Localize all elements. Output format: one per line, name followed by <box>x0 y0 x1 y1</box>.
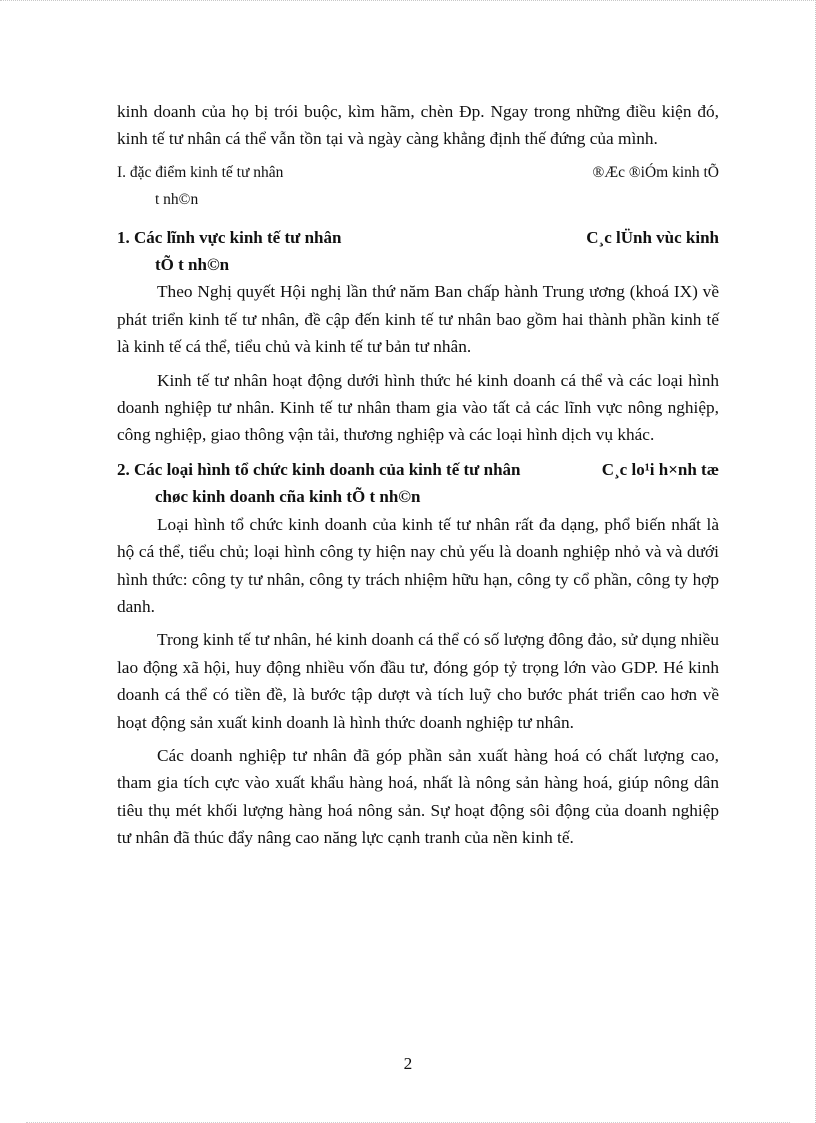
heading-1-unicode: 1. Các lĩnh vực kinh tế tư nhân <box>117 227 342 247</box>
heading-I-unicode: I. đặc điểm kinh tế tư nhân <box>117 163 284 181</box>
paragraph-4: Trong kinh tế tư nhân, hé kinh doanh cá thể có số lượng đông đảo, sử dụng nhiều lao động xã hội, huy động nhiều vốn đầu tư, đóng góp tỷ trọng lớn vào GDP. Hé kinh doanh cá thể có tiền đề, là bước tập dượt và tích luỹ cho bước phát triển cao hơn về hoạt động sản xuất kinh doanh là hình thức doanh nghiệp tư nhân. <box>117 630 719 732</box>
page-number: 2 <box>403 1054 413 1073</box>
paragraph-intro: kinh doanh của họ bị trói buộc, kìm hãm, chèn Ðp. Ngay trong những điều kiện đó, kinh tế tư nhân cá thể vẫn tồn tại và ngày càng khẳng định thế đứng của mình. <box>117 102 719 149</box>
paragraph-5: Các doanh nghiệp tư nhân đã góp phần sản xuất hàng hoá có chất lượng cao, tham gia tích cực vào xuất khẩu hàng hoá, nhất là nông sản hàng hoá, giúp nông dân tiêu thụ mét khối lượng hàng hoá nông sản. Sự hoạt động sôi động của doanh nghiệp tư nhân đã thúc đẩy nâng cao năng lực cạnh tranh của nền kinh tế. <box>117 745 719 848</box>
heading-2-unicode: 2. Các loại hình tổ chức kinh doanh của kinh tế tư nhân <box>117 459 521 479</box>
heading-2-legacy-continued: chøc kinh doanh cña kinh tÕ t nh©n <box>155 487 421 507</box>
heading-1-legacy-continued: tÕ t nh©n <box>155 255 230 275</box>
section-heading-I <box>117 159 719 186</box>
section-heading-1 <box>117 224 719 251</box>
section-heading-2 <box>117 456 719 483</box>
paragraph-3: Loại hình tổ chức kinh doanh của kinh tế tư nhân rất đa dạng, phổ biến nhất là hộ cá thể, tiểu chủ; loại hình công ty hiện nay chủ yếu là doanh nghiệp nhỏ và và dưới hình thức: công ty tư nhân, công ty trách nhiệm hữu hạn, công ty cổ phần, công ty hợp danh. <box>117 514 719 616</box>
paragraph-1: Theo Nghị quyết Hội nghị lần thứ năm Ban chấp hành Trung ương (khoá IX) về phát triển kinh tế tư nhân, đề cập đến kinh tế tư nhân bao gồm hai thành phần kinh tế là kinh tế cá thể, tiểu chủ và kinh tế tư bản tư nhân. <box>117 282 719 357</box>
paragraph-2: Kinh tế tư nhân hoạt động dưới hình thức hé kinh doanh cá thể và các loại hình doanh nghiệp tư nhân. Kinh tế tư nhân tham gia vào tất cả các lĩnh vực nông nghiệp, công nghiệp, giao thông vận tải, thương nghiệp và các loại hình dịch vụ khác. <box>117 370 719 445</box>
page-content <box>117 98 719 852</box>
heading-I-legacy-continued: t nh©n <box>155 191 199 209</box>
heading-1-legacy: C¸c lÜnh vùc kinh <box>586 227 719 247</box>
heading-I-legacy: ®Æc ®iÓm kinh tÕ <box>592 163 719 181</box>
heading-2-legacy: C¸c lo¹i h×nh tæ <box>601 459 719 479</box>
